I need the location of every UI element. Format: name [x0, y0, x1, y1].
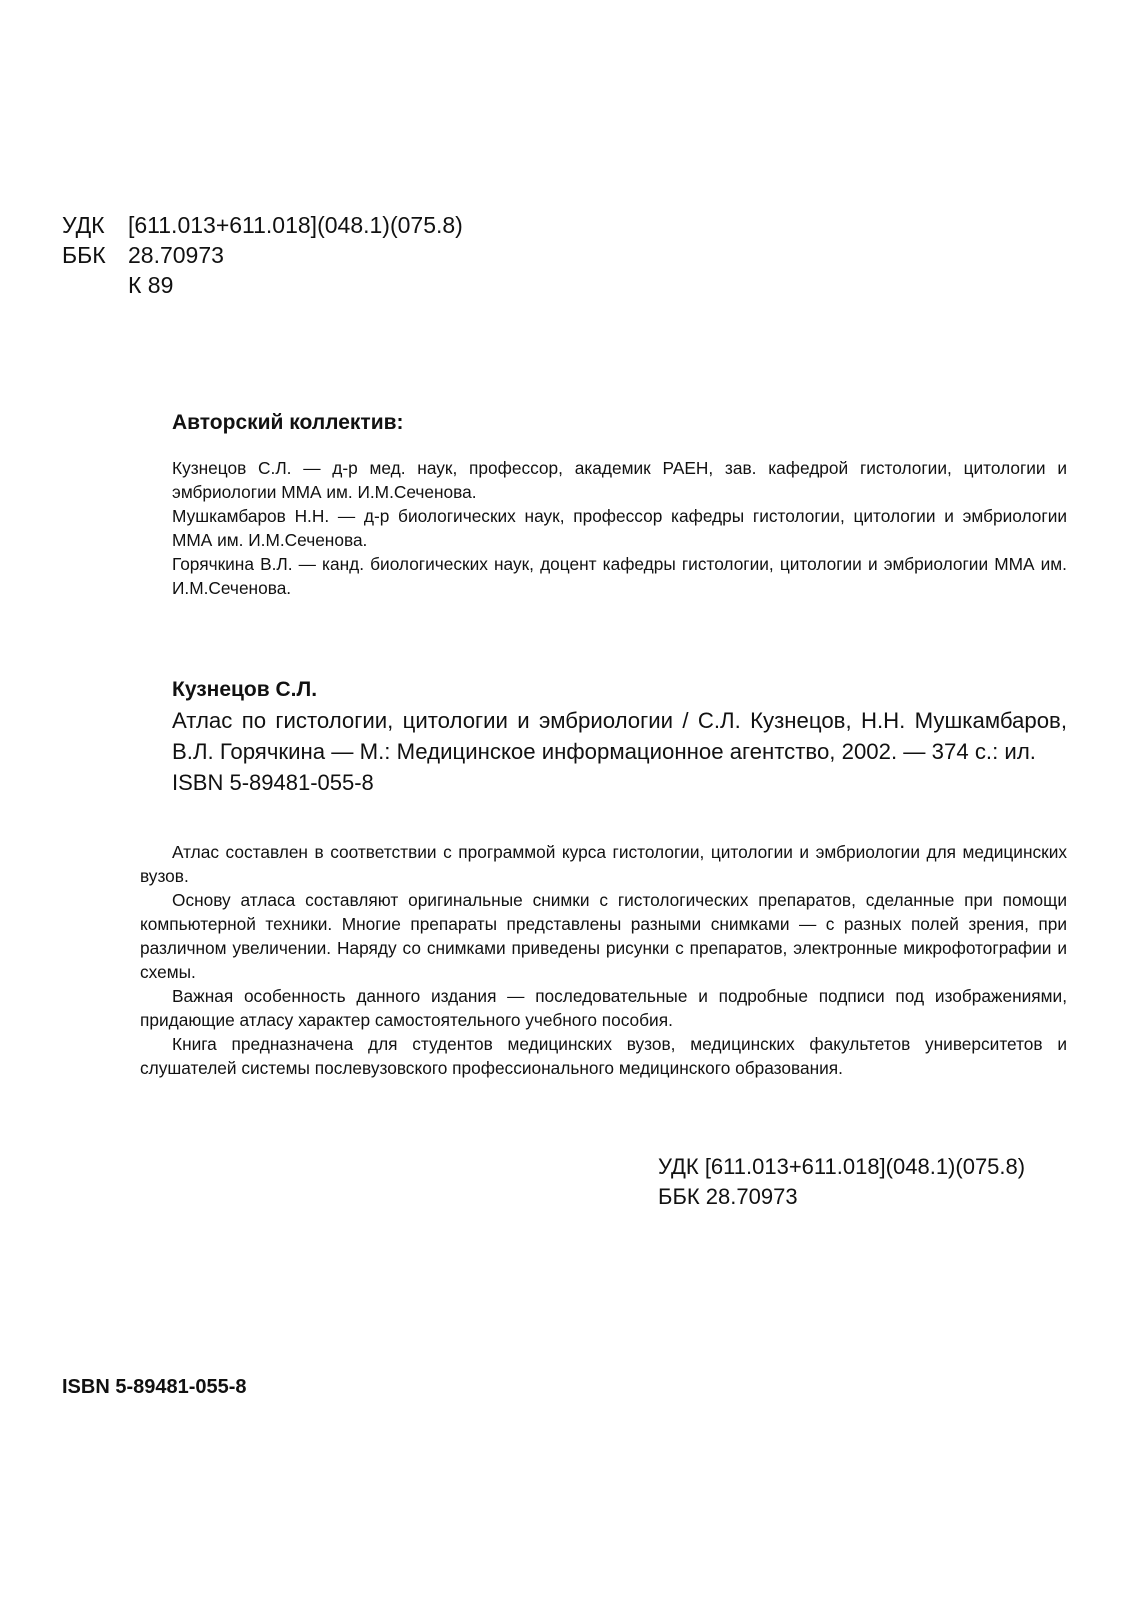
authors-block — [172, 408, 1067, 600]
bottom-classification — [658, 1152, 1025, 1212]
authors-heading: Авторский коллектив: — [172, 411, 404, 434]
bottom-udk: УДК [611.013+611.018](048.1)(075.8) — [658, 1154, 1026, 1179]
classification-block — [62, 210, 463, 300]
udk-row — [62, 210, 463, 240]
record-author: Кузнецов С.Л. — [172, 678, 318, 701]
bibliographic-record — [172, 675, 1067, 798]
author-entry: Горячкина В.Л. — канд. биологических наук, доцент кафедры гистологии, цитологии и эмбриологии ММА им. И.М.Сеченова. — [172, 554, 1067, 598]
bottom-bbk: ББК 28.70973 — [658, 1184, 798, 1209]
bottom-isbn: ISBN 5-89481-055-8 — [62, 1376, 247, 1398]
author-mark-row — [62, 270, 463, 300]
bbk-value: 28.70973 — [128, 242, 224, 268]
udk-label: УДК — [62, 212, 105, 238]
author-entry: Мушкамбаров Н.Н. — д-р биологических наук, профессор кафедры гистологии, цитологии и эмбриологии ММА им. И.М.Сеченова. — [172, 506, 1067, 550]
author-entry: Кузнецов С.Л. — д-р мед. наук, профессор, академик РАЕН, зав. кафедрой гистологии, цитологии и эмбриологии ММА им. И.М.Сеченова. — [172, 458, 1067, 502]
bbk-label: ББК — [62, 242, 106, 268]
author-mark: К 89 — [128, 272, 174, 298]
annotation-paragraph: Атлас составлен в соответствии с программой курса гистологии, цитологии и эмбриологии для медицинских вузов. — [140, 842, 1067, 886]
record-isbn: ISBN 5-89481-055-8 — [172, 770, 374, 795]
udk-value: [611.013+611.018](048.1)(075.8) — [128, 212, 463, 238]
annotation-paragraph: Книга предназначена для студентов медицинских вузов, медицинских факультетов университетов и слушателей системы послевузовского профессионального медицинского образования. — [140, 1034, 1067, 1078]
bbk-row — [62, 240, 463, 270]
record-description: Атлас по гистологии, цитологии и эмбриологии / С.Л. Кузнецов, Н.Н. Мушкамбаров, В.Л. Горячкина — М.: Медицинское информационное агентство, 2002. — 374 с.: ил. — [172, 708, 1067, 764]
annotation-block — [140, 840, 1067, 1080]
annotation-paragraph: Важная особенность данного издания — последовательные и подробные подписи под изображениями, придающие атласу характер самостоятельного учебного пособия. — [140, 986, 1067, 1030]
annotation-paragraph: Основу атласа составляют оригинальные снимки с гистологических препаратов, сделанные при помощи компьютерной техники. Многие препараты представлены разными снимками — с разных полей зрения, при различном увеличении. Наряду со снимками приведены рисунки с препаратов, электронные микрофотографии и схемы. — [140, 890, 1067, 982]
